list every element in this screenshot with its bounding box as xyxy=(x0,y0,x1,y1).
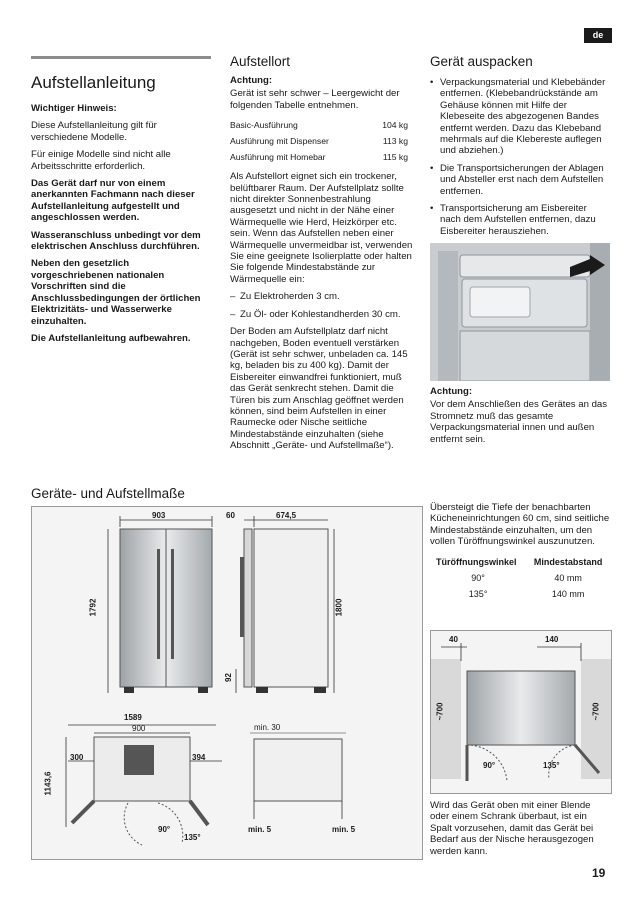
angle-label: 135° xyxy=(543,761,560,770)
paragraph: Gerät ist sehr schwer – Leergewicht der folgenden Tabelle entnehmen. xyxy=(230,88,400,111)
table-row xyxy=(230,149,408,165)
list-item: • Die Transportsicherungen der Ablagen und Absteller erst nach dem Aufstellen entfernen. xyxy=(430,163,610,197)
column-header: Mindestabstand xyxy=(533,556,603,567)
distance-list xyxy=(230,291,413,320)
table-cell: 140 mm xyxy=(551,588,585,599)
bold-paragraph: Wasseranschluss unbedingt vor dem elektrischen Anschluss durchführen. xyxy=(31,229,201,253)
dimension-label: 140 xyxy=(545,635,559,644)
page-number: 19 xyxy=(592,866,606,880)
dimension-diagram xyxy=(32,507,422,859)
ice-maker-photo xyxy=(430,243,610,381)
paragraph: Übersteigt die Tiefe der benachbarten Kücheneinrichtungen 60 cm, sind seitliche Mindestabstände einzuhalten, um den vollen Türöffnungswinkel auszunutzen. xyxy=(430,502,610,548)
paragraph: Diese Aufstellanleitung gilt für verschiedene Modelle. xyxy=(31,120,157,143)
clearance-drawing xyxy=(430,630,612,794)
dimensions-drawing xyxy=(31,506,423,860)
bold-paragraph: Neben den gesetzlich vorgeschriebenen nationalen Vorschriften sind die Anschlussbedingungen der örtlichen Elektrizitäts- und Wasserwerke einzuhalten. xyxy=(31,258,201,327)
table-row xyxy=(230,133,408,149)
dimension-label: ~700 xyxy=(591,702,601,721)
section-title-aufstellort: Aufstellort xyxy=(230,54,291,69)
section-title-dimensions: Geräte- und Aufstellmaße xyxy=(31,486,185,501)
warning-label: Achtung: xyxy=(430,386,473,397)
section-title-aufstellanleitung: Aufstellanleitung xyxy=(31,73,156,92)
clearance-column xyxy=(430,502,610,602)
middle-column xyxy=(230,54,413,458)
dimension-label: 1792 xyxy=(88,598,98,617)
bold-paragraph: Die Aufstellanleitung aufbewahren. xyxy=(31,332,191,344)
paragraph: Als Aufstellort eignet sich ein trockener, belüftbarer Raum. Der Aufstellplatz sollte nicht direkter Sonnenbestrahlung ausgesetzt und nicht in der Nähe einer Wärmequelle wie Herd, Heizkörper etc. sein. Wenn das Aufstellen neben einer Wärmequelle unvermeidbar ist, verwenden Sie eine geeignete Isolierplatte oder halten Sie folgende Mindestabstände zur Wärmequelle ein: xyxy=(230,171,413,285)
list-item: – Zu Öl- oder Kohlestandherden 30 cm. xyxy=(230,309,413,320)
dimension-label: 903 xyxy=(152,511,166,520)
table-cell: 104 kg xyxy=(382,120,408,131)
language-badge: de xyxy=(584,28,612,43)
table-row xyxy=(430,570,610,586)
paragraph: Wird das Gerät oben mit einer Blende oder einem Schrank überbaut, ist ein Spalt vorzusehen, damit das Gerät bei Bedarf aus der Nische herausgezogen werden kann. xyxy=(430,800,594,857)
dimension-label: 394 xyxy=(192,753,206,762)
table-cell: Ausführung mit Homebar xyxy=(230,152,326,163)
dimension-label: min. 5 xyxy=(248,825,272,834)
list-item: • Verpackungsmaterial und Klebebänder entfernen. (Klebebandrückstände am Gehäuse können mit Hilfe der Klebeseite des abgezogenen Bandes entfernt werden. Dazu das Klebeband mehrmals auf die Klebereste auflegen und abziehen.) xyxy=(430,77,610,157)
weight-table xyxy=(230,117,408,165)
paragraph: Der Boden am Aufstellplatz darf nicht nachgeben, Boden eventuell verstärken (Gerät ist sehr schwer, unbeladen ca. 145 kg, beladen bis zu 400 kg). Damit der Eisbereiter einwandfrei funktioniert, muß das Gerät senkrecht stehen. Damit die Türen bis zum Anschlag geöffnet werden können, sind beim Aufstellen in einer Raumecke oder Nische seitliche Mindestabstände einzuhalten (siehe Abschnitt „Geräte- und Aufstellmaße“). xyxy=(230,326,408,452)
table-header-row xyxy=(430,554,610,570)
important-note-label: Wichtiger Hinweis: xyxy=(31,103,117,114)
angle-label: 90° xyxy=(483,761,496,770)
bold-paragraph: Das Gerät darf nur von einem anerkannten Fachmann nach dieser Aufstellanleitung aufgestellt und angeschlossen werden. xyxy=(31,178,195,224)
dimension-label: 60 xyxy=(226,511,235,520)
warning-label: Achtung: xyxy=(230,75,273,86)
table-row xyxy=(430,586,610,602)
dimension-label: 40 xyxy=(449,635,458,644)
paragraph: Für einige Modelle sind nicht alle Arbeitsschritte erforderlich. xyxy=(31,149,171,172)
dimension-label: min. 5 xyxy=(332,825,356,834)
table-cell: 135° xyxy=(468,588,488,599)
dimension-label: 1800 xyxy=(334,598,344,617)
list-item: • Transportsicherung am Eisbereiter nach dem Aufstellen entfernen, dazu Eisbereiter herausziehen. xyxy=(430,203,610,237)
unpack-list xyxy=(430,77,610,237)
clearance-table xyxy=(430,554,610,602)
dimension-label: 900 xyxy=(132,724,146,733)
angle-label: 135° xyxy=(184,833,201,842)
dimension-label: min. 30 xyxy=(254,723,281,732)
table-cell: 40 mm xyxy=(554,572,582,583)
table-cell: 115 kg xyxy=(382,152,408,163)
section-rule xyxy=(31,56,211,59)
unpack-warning xyxy=(430,386,610,451)
dimension-label: 1589 xyxy=(124,713,142,722)
table-row xyxy=(230,117,408,133)
dimension-label: 300 xyxy=(70,753,84,762)
clearance-footer xyxy=(430,800,610,863)
right-column xyxy=(430,54,610,243)
dimension-label: ~700 xyxy=(435,702,445,721)
angle-label: 90° xyxy=(158,825,171,834)
ice-maker-illustration xyxy=(430,243,610,381)
table-cell: 113 kg xyxy=(382,136,408,147)
table-cell: 90° xyxy=(471,572,485,583)
left-column xyxy=(31,56,211,350)
niche-diagram xyxy=(431,631,611,793)
dimension-label: 1143,6 xyxy=(43,771,53,796)
table-cell: Ausführung mit Dispenser xyxy=(230,136,329,147)
column-header: Türöffnungswinkel xyxy=(436,556,517,567)
dimension-label: 92 xyxy=(223,673,233,682)
table-cell: Basic-Ausführung xyxy=(230,120,298,131)
dimension-label: 674,5 xyxy=(276,511,297,520)
section-title-geraet-auspacken: Gerät auspacken xyxy=(430,54,533,69)
list-item: – Zu Elektroherden 3 cm. xyxy=(230,291,413,302)
paragraph: Vor dem Anschließen des Gerätes an das Stromnetz muß das gesamte Verpackungsmaterial innen und außen entfernt sein. xyxy=(430,399,608,445)
